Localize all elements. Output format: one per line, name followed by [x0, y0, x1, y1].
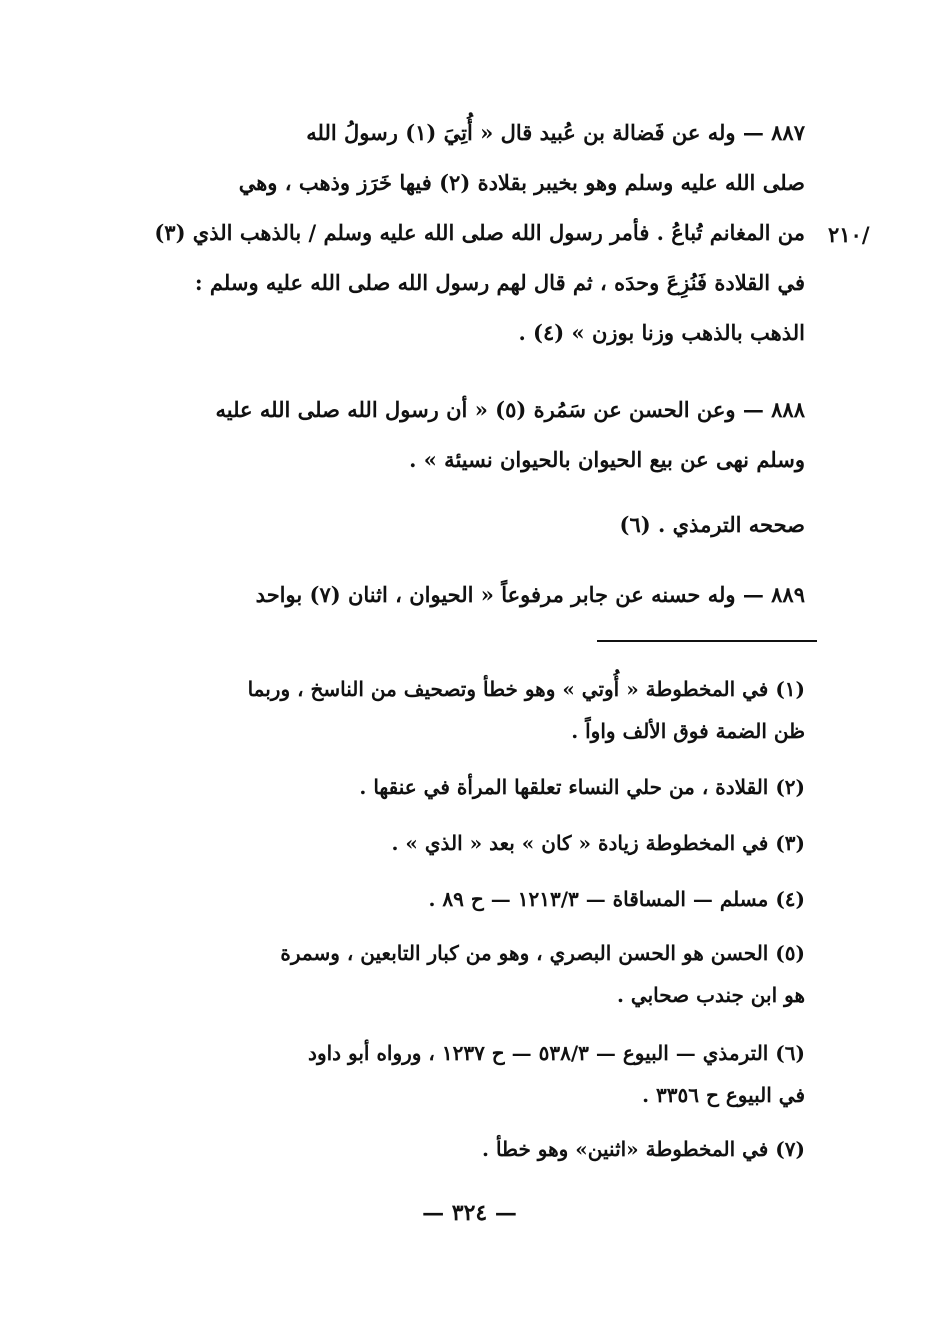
hadith-line: ٨٨٩ — وله حسنه عن جابر مرفوعاً « الحيوان ، اثنان (٧) بواحد	[255, 582, 805, 607]
footnote-line: ظن الضمة فوق الألف واواً .	[571, 719, 805, 743]
hadith-line: صلى الله عليه وسلم وهو بخيبر بقلادة (٢) فيها خَرَز وذهب ، وهي	[238, 170, 805, 195]
hadith-line: في القلادة فَنُزِعَ وحدَه ، ثم قال لهم رسول الله صلى الله عليه وسلم :	[194, 270, 805, 295]
tirmidhi-note	[150, 500, 805, 550]
page-number: — ٣٢٤ —	[422, 1200, 517, 1226]
hadith-889	[150, 570, 805, 620]
footnote-line: في البيوع ح ٣٣٥٦ .	[642, 1083, 805, 1107]
footnote-line: هو ابن جندب صحابي .	[617, 983, 805, 1007]
hadith-line: وسلم نهى عن بيع الحيوان بالحيوان نسيئة » .	[409, 447, 805, 472]
footnote-3	[250, 822, 805, 864]
footnote-6	[150, 1032, 805, 1116]
hadith-888	[150, 385, 805, 485]
footnote-1	[150, 668, 805, 752]
footnote-5	[150, 932, 805, 1016]
footnote-line: (٥) الحسن هو الحسن البصري ، وهو من كبار التابعين ، وسمرة	[280, 941, 805, 965]
footnote-7	[250, 1128, 805, 1170]
hadith-line: ٨٨٨ — وعن الحسن عن سَمُرة (٥) « أن رسول الله صلى الله عليه	[215, 397, 805, 422]
margin-folio-note: /٢١٠	[828, 222, 870, 247]
footnote-line: (٤) مسلم — المساقاة — ١٢١٣/٣ — ح ٨٩ .	[428, 887, 805, 911]
hadith-line: الذهب بالذهب وزنا بوزن » (٤) .	[518, 320, 805, 345]
footnote-line: (٦) الترمذي — البيوع — ٥٣٨/٣ — ح ١٢٣٧ ، ورواه أبو داود	[308, 1041, 805, 1065]
hadith-line: من المغانم تُباعُ . فأمر رسول الله صلى الله عليه وسلم / بالذهب الذي (٣)	[154, 220, 805, 245]
hadith-line: ٨٨٧ — وله عن فَضالة بن عُبيد قال « أُتِيَ (١) رسولُ الله	[306, 120, 805, 145]
footnote-line: (٣) في المخطوطة زيادة « كان » بعد « الذي » .	[391, 831, 805, 855]
footnote-2	[250, 766, 805, 808]
footnote-4	[250, 878, 805, 920]
footnote-line: (٢) القلادة ، من حلي النساء تعلقها المرأة في عنقها .	[359, 775, 805, 799]
footnote-line: (١) في المخطوطة « أُوتي » وهو خطأ وتصحيف من الناسخ ، وربما	[247, 677, 805, 701]
footnote-separator	[597, 640, 817, 642]
hadith-887	[150, 108, 805, 358]
footnote-line: (٧) في المخطوطة «اثنين» وهو خطأ .	[482, 1137, 805, 1161]
hadith-line: صححه الترمذي . (٦)	[619, 512, 805, 537]
